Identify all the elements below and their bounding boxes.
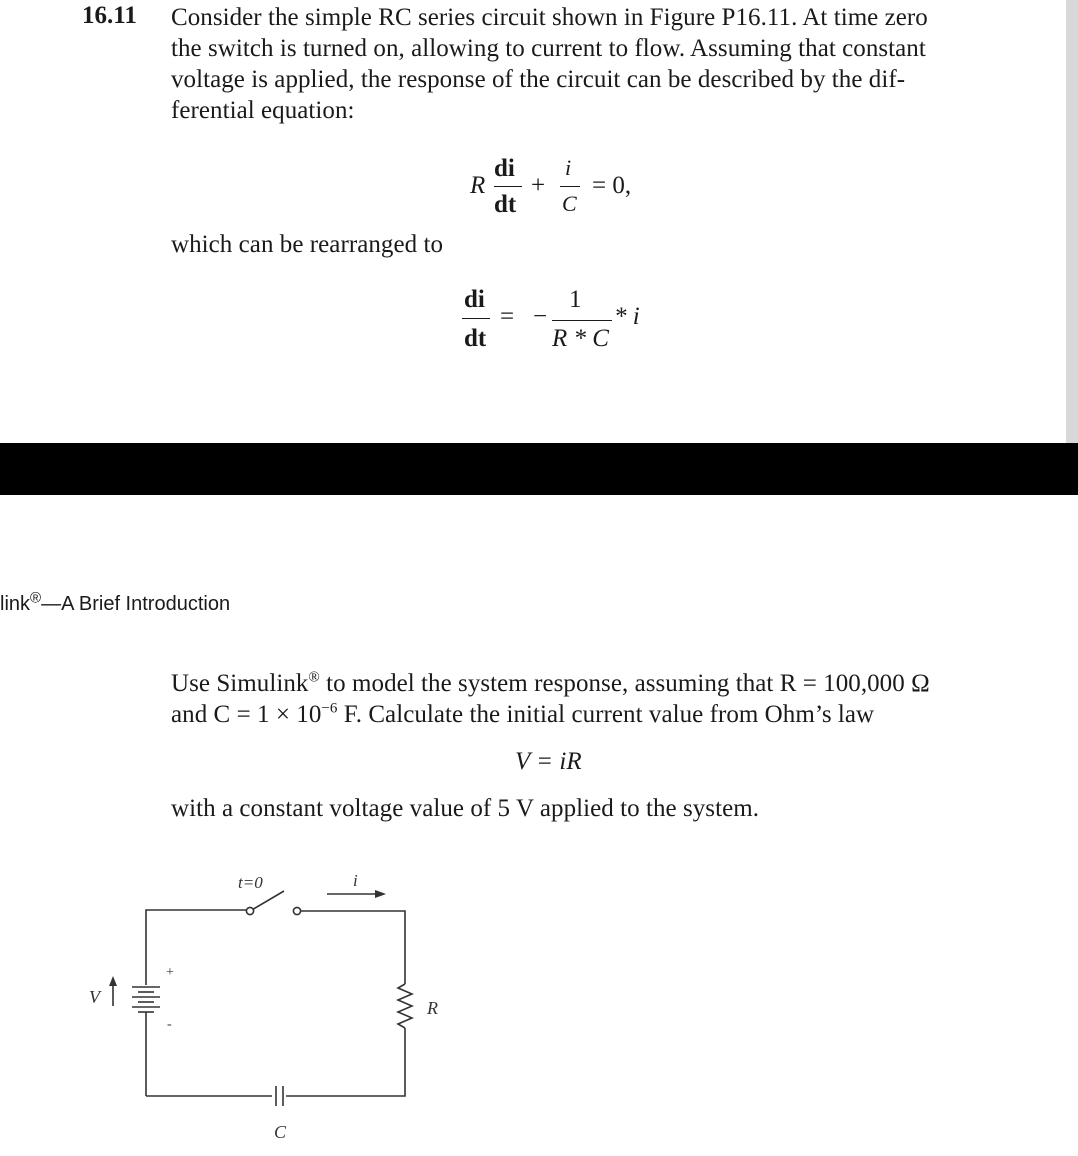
eq1-plus: + <box>531 172 546 199</box>
resistance-text: to model the system response, assuming that R = 100,000 Ω <box>319 670 930 697</box>
exponent: −6 <box>321 700 338 717</box>
eq1-C: C <box>562 191 577 216</box>
switch-contact-left <box>246 907 253 914</box>
eq2-one: 1 <box>569 286 582 313</box>
eq1-rhs: = 0, <box>592 172 632 199</box>
capacitance-text: and C = 1 × 10 <box>171 701 322 728</box>
registered-mark: ® <box>308 669 320 686</box>
eq2-di: di <box>464 286 485 313</box>
resistor <box>398 984 412 1028</box>
plus-label: + <box>166 965 174 980</box>
switch-label: t=0 <box>238 873 263 892</box>
chapter-header-fragment: link <box>0 593 31 615</box>
intro-line: the switch is turned on, allowing to current to flow. Assuming that constant <box>171 35 926 62</box>
eq2-minus: − <box>533 303 548 330</box>
rearranged-equation <box>0 0 1078 360</box>
current-arrow-head <box>375 890 386 898</box>
chapter-header-rest: —A Brief Introduction <box>41 593 231 615</box>
wire-top-right <box>301 911 405 984</box>
voltage-text: with a constant voltage value of 5 V applied to the system. <box>171 795 760 822</box>
intro-line: Consider the simple RC series circuit shown in Figure P16.11. At time zero <box>171 4 928 31</box>
continuation-line-2 <box>171 699 1051 730</box>
intro-line: ferential equation: <box>171 97 355 124</box>
continuation-paragraph <box>171 668 1051 730</box>
capacitor-label: C <box>274 1122 287 1142</box>
wire-right-bottom <box>286 1028 405 1096</box>
problem-number: 16.11 <box>82 2 137 29</box>
wire-top-left <box>146 910 246 985</box>
ohms-law-equation: V = iR <box>515 748 582 775</box>
chapter-header <box>0 589 231 616</box>
resistor-label: R <box>427 998 438 1018</box>
eq1-i: i <box>565 155 572 180</box>
voltage-label: V <box>89 987 100 1007</box>
eq1-di: di <box>494 155 515 182</box>
continuation-line-1 <box>171 668 1051 699</box>
eq2-dt: dt <box>464 325 487 352</box>
rearranged-text: which can be rearranged to <box>171 231 443 258</box>
voltage-arrow-head <box>109 976 117 986</box>
eq2-eq: = <box>500 303 515 330</box>
eq2-times-i: * i <box>614 303 640 330</box>
rc-circuit-diagram <box>0 860 520 1156</box>
intro-line: voltage is applied, the response of the circuit can be described by the dif- <box>171 66 906 93</box>
switch-contact-right <box>293 907 300 914</box>
ohms-law-intro: F. Calculate the initial current value from Ohm’s law <box>337 701 875 728</box>
simulink-text: Use Simulink <box>171 670 309 697</box>
registered-mark: ® <box>30 589 42 607</box>
page-divider-band <box>0 443 1078 495</box>
eq1-dt: dt <box>494 191 517 218</box>
eq1-R: R <box>470 172 486 199</box>
switch-blade <box>250 891 284 911</box>
current-label: i <box>353 871 358 890</box>
minus-label: - <box>167 1017 172 1032</box>
eq2-RC: R * C <box>552 325 609 352</box>
